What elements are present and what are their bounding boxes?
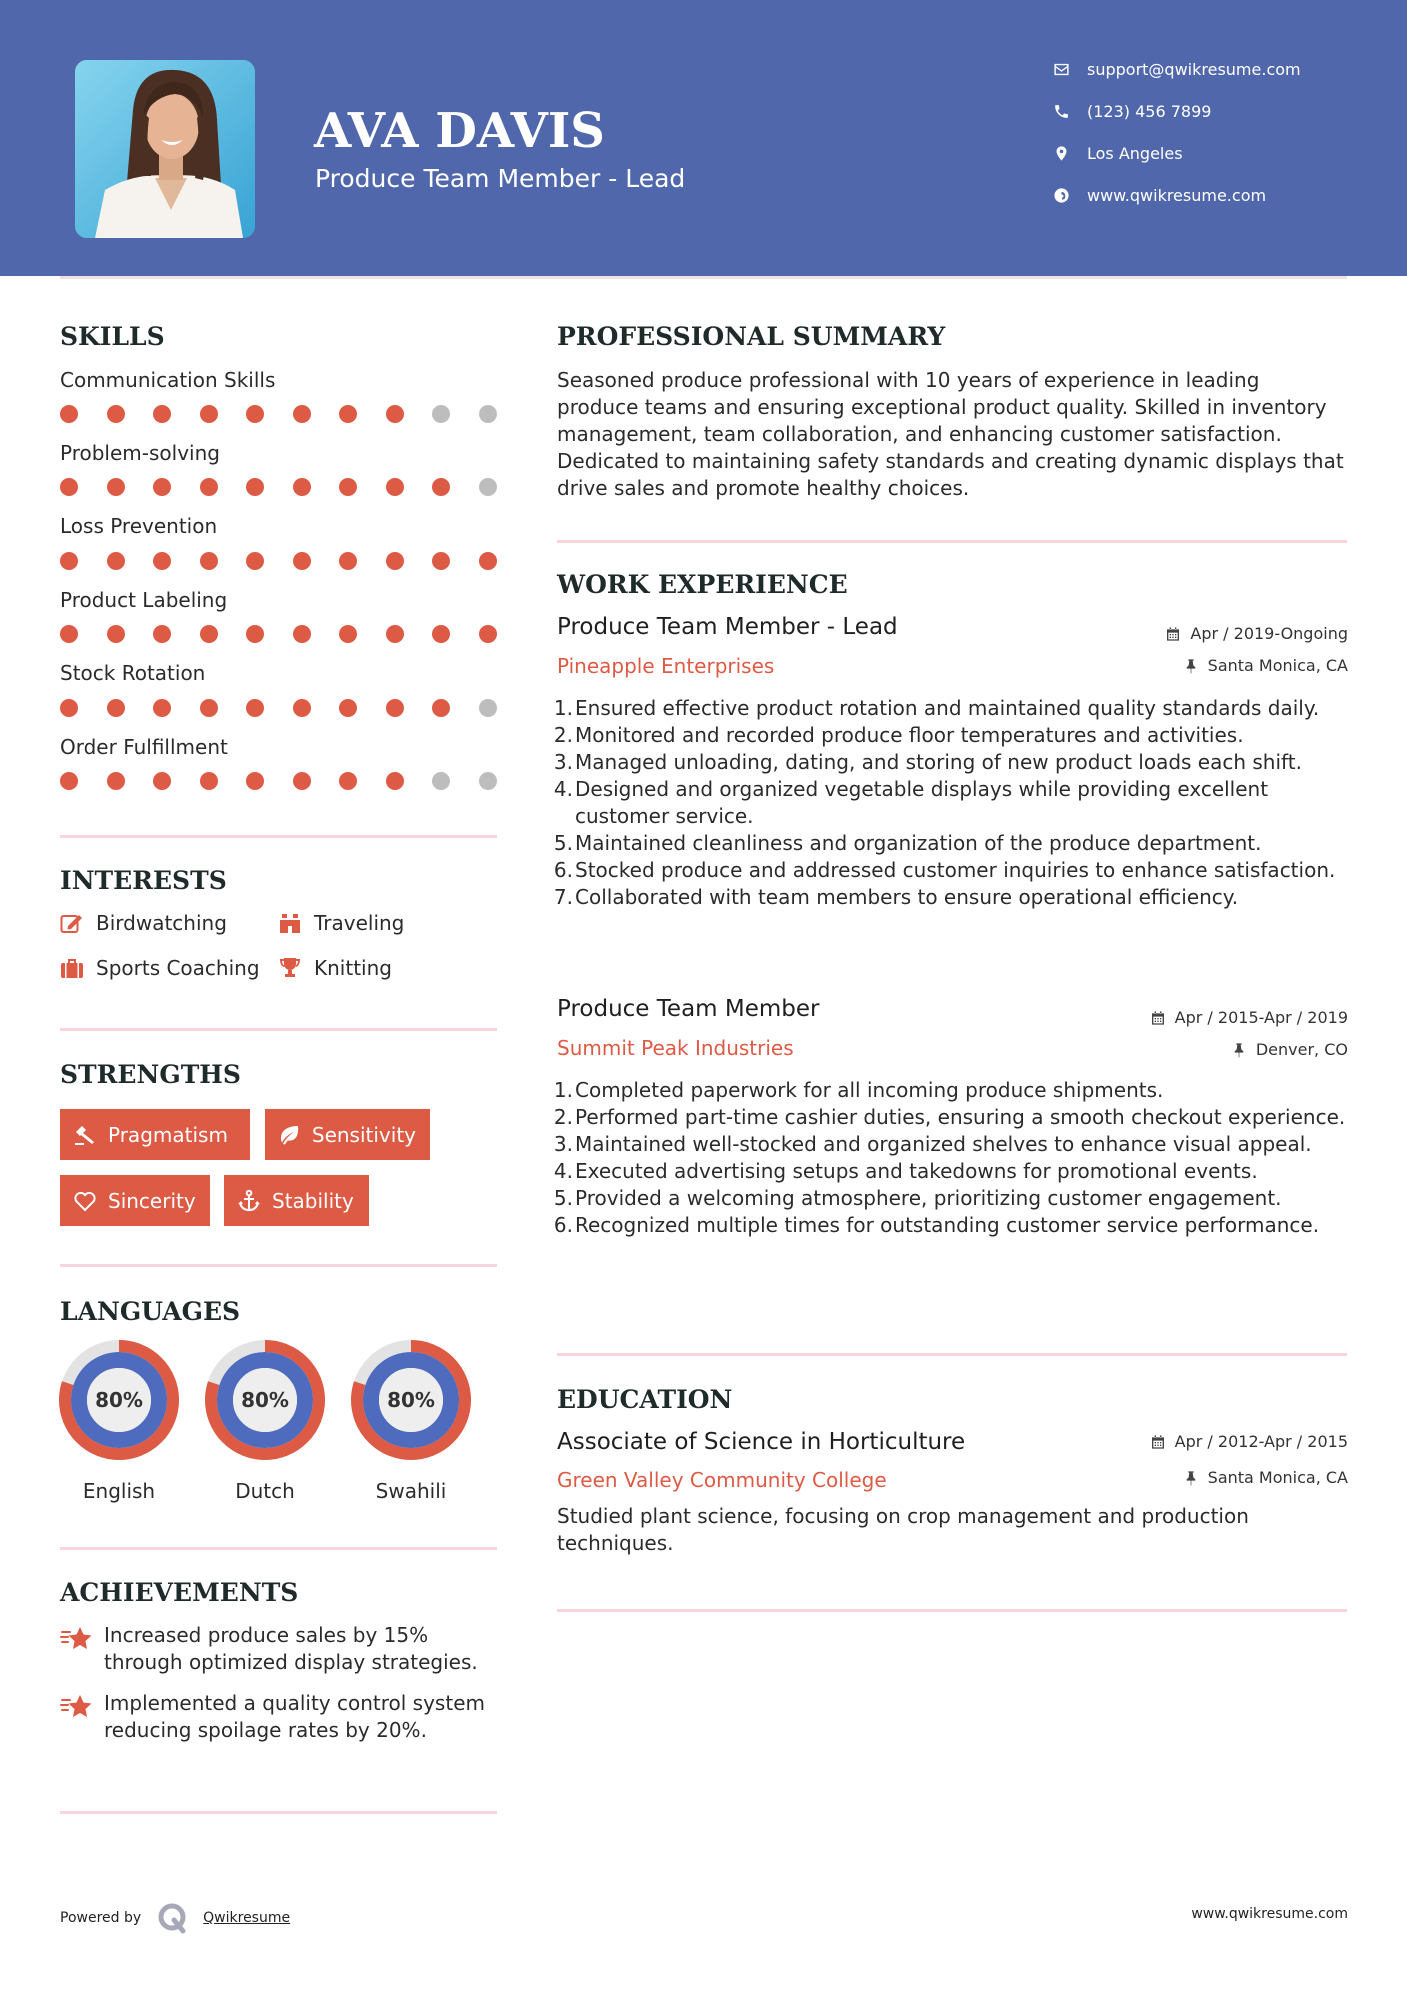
skill-dot-filled: [246, 405, 264, 423]
skill-dot-empty: [479, 772, 497, 790]
skill-dot-empty: [479, 405, 497, 423]
education-heading: EDUCATION: [557, 1385, 733, 1414]
calendar-icon: [1164, 625, 1182, 643]
skill-rating: [60, 699, 510, 717]
skill-dot-filled: [293, 625, 311, 643]
map-marker-icon: [1050, 142, 1072, 164]
skill-dot-filled: [200, 772, 218, 790]
skill-dot-filled: [386, 772, 404, 790]
language-percent: 80%: [387, 1388, 435, 1412]
portrait-illustration: [75, 60, 255, 238]
education-dates-text: Apr / 2012-Apr / 2015: [1174, 1432, 1348, 1451]
candidate-title: Produce Team Member - Lead: [315, 164, 686, 193]
interest-label: Sports Coaching: [96, 956, 260, 980]
skill-dot-filled: [200, 625, 218, 643]
skill-dot-filled: [293, 772, 311, 790]
language-name: Swahili: [375, 1479, 447, 1503]
edit-icon: [60, 911, 88, 935]
globe-icon: [1050, 184, 1072, 206]
strength-label: Sincerity: [108, 1188, 196, 1213]
summary-heading: PROFESSIONAL SUMMARY: [557, 322, 946, 351]
pushpin-icon: [1182, 1469, 1200, 1487]
strength-badge: [60, 1175, 210, 1226]
interest-label: Knitting: [314, 956, 392, 980]
language-name: English: [82, 1479, 156, 1503]
star-icon: [60, 1690, 104, 1744]
skill-dot-filled: [386, 405, 404, 423]
language-item: [58, 1339, 180, 1503]
skill-dot-filled: [339, 625, 357, 643]
section-divider: [60, 835, 497, 838]
language-percent: 80%: [241, 1388, 289, 1412]
skill-dot-empty: [479, 478, 497, 496]
skill-label: Order Fulfillment: [60, 735, 228, 759]
contact-website[interactable]: [1050, 180, 1266, 210]
responsibility-item: 6. Recognized multiple times for outstanding customer service performance.: [553, 1213, 1320, 1237]
job-responsibilities: [548, 1077, 1348, 1239]
section-divider: [557, 1609, 1347, 1612]
powered-by-label: Powered by: [60, 1910, 142, 1926]
skill-dot-filled: [293, 699, 311, 717]
interest-item: [60, 911, 227, 935]
skill-dot-filled: [200, 552, 218, 570]
skill-dot-filled: [432, 478, 450, 496]
interest-item: [278, 911, 404, 935]
achievement-text: Implemented a quality control system reducing spoilage rates by 20%.: [104, 1691, 485, 1742]
languages-heading: LANGUAGES: [60, 1297, 241, 1326]
skill-label: Loss Prevention: [60, 514, 218, 538]
interests-heading: INTERESTS: [60, 866, 227, 895]
skill-dot-filled: [200, 405, 218, 423]
skill-dot-filled: [107, 405, 125, 423]
skill-dot-filled: [153, 625, 171, 643]
job-location-text: Denver, CO: [1255, 1040, 1348, 1059]
job-dates: [1164, 624, 1348, 643]
degree-title: Associate of Science in Horticulture: [557, 1429, 966, 1455]
contact-email[interactable]: [1050, 54, 1301, 84]
skill-dot-filled: [200, 699, 218, 717]
skill-rating: [60, 625, 510, 643]
strength-label: Pragmatism: [108, 1122, 228, 1147]
profile-photo: [75, 60, 255, 238]
responsibility-item: 4. Executed advertising setups and takedowns for promotional events.: [553, 1159, 1258, 1183]
skill-label: Stock Rotation: [60, 661, 206, 685]
skill-dot-empty: [479, 699, 497, 717]
header-divider: [60, 276, 1347, 279]
section-divider: [60, 1264, 497, 1267]
skill-dot-filled: [293, 405, 311, 423]
responsibility-item: 5. Maintained cleanliness and organization of the produce department.: [553, 831, 1262, 855]
pushpin-icon: [1230, 1041, 1248, 1059]
interest-label: Birdwatching: [96, 911, 227, 935]
skill-dot-filled: [153, 405, 171, 423]
skills-heading: SKILLS: [60, 322, 165, 351]
skill-rating: [60, 478, 510, 496]
responsibility-item: 2. Monitored and recorded produce floor temperatures and activities.: [553, 723, 1244, 747]
leaf-icon: [277, 1123, 302, 1147]
education-location-text: Santa Monica, CA: [1207, 1468, 1348, 1487]
achievement-item: [60, 1690, 510, 1744]
job-responsibilities: [548, 695, 1348, 911]
strengths-heading: STRENGTHS: [60, 1060, 241, 1089]
responsibility-item: 3. Managed unloading, dating, and storing of new product loads each shift.: [553, 750, 1302, 774]
language-name: Dutch: [235, 1479, 295, 1503]
skill-dot-filled: [479, 625, 497, 643]
envelope-icon: [1050, 58, 1072, 80]
calendar-icon: [1149, 1009, 1167, 1027]
resume-header: [0, 0, 1407, 276]
skill-dot-filled: [293, 478, 311, 496]
suitcase-icon: [60, 956, 88, 980]
skill-label: Product Labeling: [60, 588, 228, 612]
skill-dot-filled: [153, 772, 171, 790]
achievement-text: Increased produce sales by 15% through optimized display strategies.: [104, 1623, 478, 1674]
section-divider: [557, 540, 1347, 543]
skill-rating: [60, 552, 510, 570]
responsibility-item: 2. Performed part-time cashier duties, ensuring a smooth checkout experience.: [553, 1105, 1346, 1129]
responsibility-item: 7. Collaborated with team members to ensure operational efficiency.: [553, 885, 1239, 909]
skill-dot-filled: [60, 699, 78, 717]
qwikresume-logo-icon: [157, 1902, 189, 1934]
footer-url[interactable]: www.qwikresume.com: [1191, 1906, 1348, 1922]
calendar-icon: [1149, 1433, 1167, 1451]
education-description: Studied plant science, focusing on crop management and production techniques.: [557, 1504, 1249, 1555]
skill-dot-filled: [246, 552, 264, 570]
heart-icon: [72, 1189, 98, 1213]
school-name: Green Valley Community College: [557, 1468, 887, 1492]
job-location: [1230, 1040, 1348, 1059]
section-divider: [60, 1547, 497, 1550]
skill-dot-filled: [293, 552, 311, 570]
skill-dot-filled: [107, 699, 125, 717]
skill-dot-filled: [107, 625, 125, 643]
skill-dot-filled: [386, 625, 404, 643]
skill-rating: [60, 772, 510, 790]
responsibility-item: 4. Designed and organized vegetable displays while providing excellent customer service.: [553, 777, 1269, 828]
skill-rating: [60, 405, 510, 423]
strength-badge: [224, 1175, 369, 1226]
skill-dot-filled: [107, 478, 125, 496]
strength-label: Stability: [272, 1188, 354, 1213]
skill-dot-filled: [479, 552, 497, 570]
responsibility-item: 1. Ensured effective product rotation and maintained quality standards daily.: [553, 696, 1320, 720]
skill-dot-filled: [432, 552, 450, 570]
skill-dot-filled: [339, 478, 357, 496]
skill-label: Communication Skills: [60, 368, 276, 392]
skill-dot-filled: [246, 625, 264, 643]
skill-dot-filled: [60, 772, 78, 790]
responsibility-item: 5. Provided a welcoming atmosphere, prioritizing customer engagement.: [553, 1186, 1282, 1210]
interest-item: [278, 956, 392, 980]
skill-dot-filled: [153, 552, 171, 570]
language-item: [350, 1339, 472, 1503]
contact-email-text: support@qwikresume.com: [1087, 59, 1301, 79]
language-percent: 80%: [95, 1388, 143, 1412]
contact-phone[interactable]: [1050, 96, 1211, 126]
skill-dot-filled: [246, 478, 264, 496]
responsibility-item: 3. Maintained well-stocked and organized shelves to enhance visual appeal.: [553, 1132, 1312, 1156]
star-icon: [60, 1622, 104, 1676]
interest-label: Traveling: [314, 911, 405, 935]
contact-website-text: www.qwikresume.com: [1087, 185, 1267, 205]
skill-dot-empty: [432, 772, 450, 790]
section-divider: [557, 1353, 1347, 1356]
phone-icon: [1050, 100, 1072, 122]
job-dates: [1149, 1008, 1348, 1027]
skill-dot-filled: [107, 772, 125, 790]
footer-powered-by: [60, 1902, 290, 1934]
interest-item: [60, 956, 260, 980]
job-dates-text: Apr / 2019-Ongoing: [1190, 624, 1348, 643]
skill-dot-filled: [386, 478, 404, 496]
job-title: Produce Team Member: [557, 996, 820, 1022]
skill-dot-filled: [153, 699, 171, 717]
skill-dot-filled: [432, 699, 450, 717]
contact-phone-text: (123) 456 7899: [1087, 101, 1212, 121]
achievements-heading: ACHIEVEMENTS: [60, 1578, 299, 1607]
gavel-icon: [72, 1123, 98, 1147]
strength-badge: [60, 1109, 250, 1160]
skill-dot-filled: [60, 405, 78, 423]
binoculars-icon: [278, 911, 306, 935]
education-dates: [1149, 1432, 1348, 1451]
skill-dot-filled: [246, 772, 264, 790]
company-name: Pineapple Enterprises: [557, 654, 775, 678]
skill-dot-filled: [200, 478, 218, 496]
skill-dot-filled: [60, 625, 78, 643]
strength-badge: [265, 1109, 430, 1160]
achievement-item: [60, 1622, 510, 1676]
skill-label: Problem-solving: [60, 441, 220, 465]
job-location-text: Santa Monica, CA: [1207, 656, 1348, 675]
job-location: [1182, 656, 1348, 675]
trophy-icon: [278, 956, 306, 980]
skill-dot-filled: [339, 772, 357, 790]
anchor-icon: [236, 1189, 262, 1213]
summary-text: Seasoned produce professional with 10 years of experience in leading produce teams and ensuring exceptional product quality. Skilled in inventory management, team collaboration, and enhancing customer satisfaction. Dedicated to maintaining safety standards and creating dynamic displays that drive sales and promote healthy choices.: [557, 368, 1344, 500]
job-dates-text: Apr / 2015-Apr / 2019: [1174, 1008, 1348, 1027]
skill-dot-empty: [432, 405, 450, 423]
skill-dot-filled: [246, 699, 264, 717]
skill-dot-filled: [60, 478, 78, 496]
skill-dot-filled: [153, 478, 171, 496]
candidate-name: AVA DAVIS: [314, 103, 605, 159]
skill-dot-filled: [60, 552, 78, 570]
section-divider: [60, 1028, 497, 1031]
qwikresume-link[interactable]: Qwikresume: [203, 1910, 291, 1926]
pushpin-icon: [1182, 657, 1200, 675]
skill-dot-filled: [107, 552, 125, 570]
company-name: Summit Peak Industries: [557, 1036, 794, 1060]
responsibility-item: 6. Stocked produce and addressed customer inquiries to enhance satisfaction.: [553, 858, 1336, 882]
contact-location-text: Los Angeles: [1087, 143, 1183, 163]
skill-dot-filled: [386, 552, 404, 570]
contact-location: [1050, 138, 1183, 168]
skill-dot-filled: [339, 405, 357, 423]
skill-dot-filled: [339, 552, 357, 570]
skill-dot-filled: [339, 699, 357, 717]
education-location: [1182, 1468, 1348, 1487]
skill-dot-filled: [386, 699, 404, 717]
section-divider: [60, 1811, 497, 1814]
skill-dot-filled: [432, 625, 450, 643]
language-item: [204, 1339, 326, 1503]
strength-label: Sensitivity: [311, 1122, 416, 1147]
experience-heading: WORK EXPERIENCE: [557, 570, 848, 599]
responsibility-item: 1. Completed paperwork for all incoming produce shipments.: [553, 1078, 1164, 1102]
job-title: Produce Team Member - Lead: [557, 614, 898, 640]
